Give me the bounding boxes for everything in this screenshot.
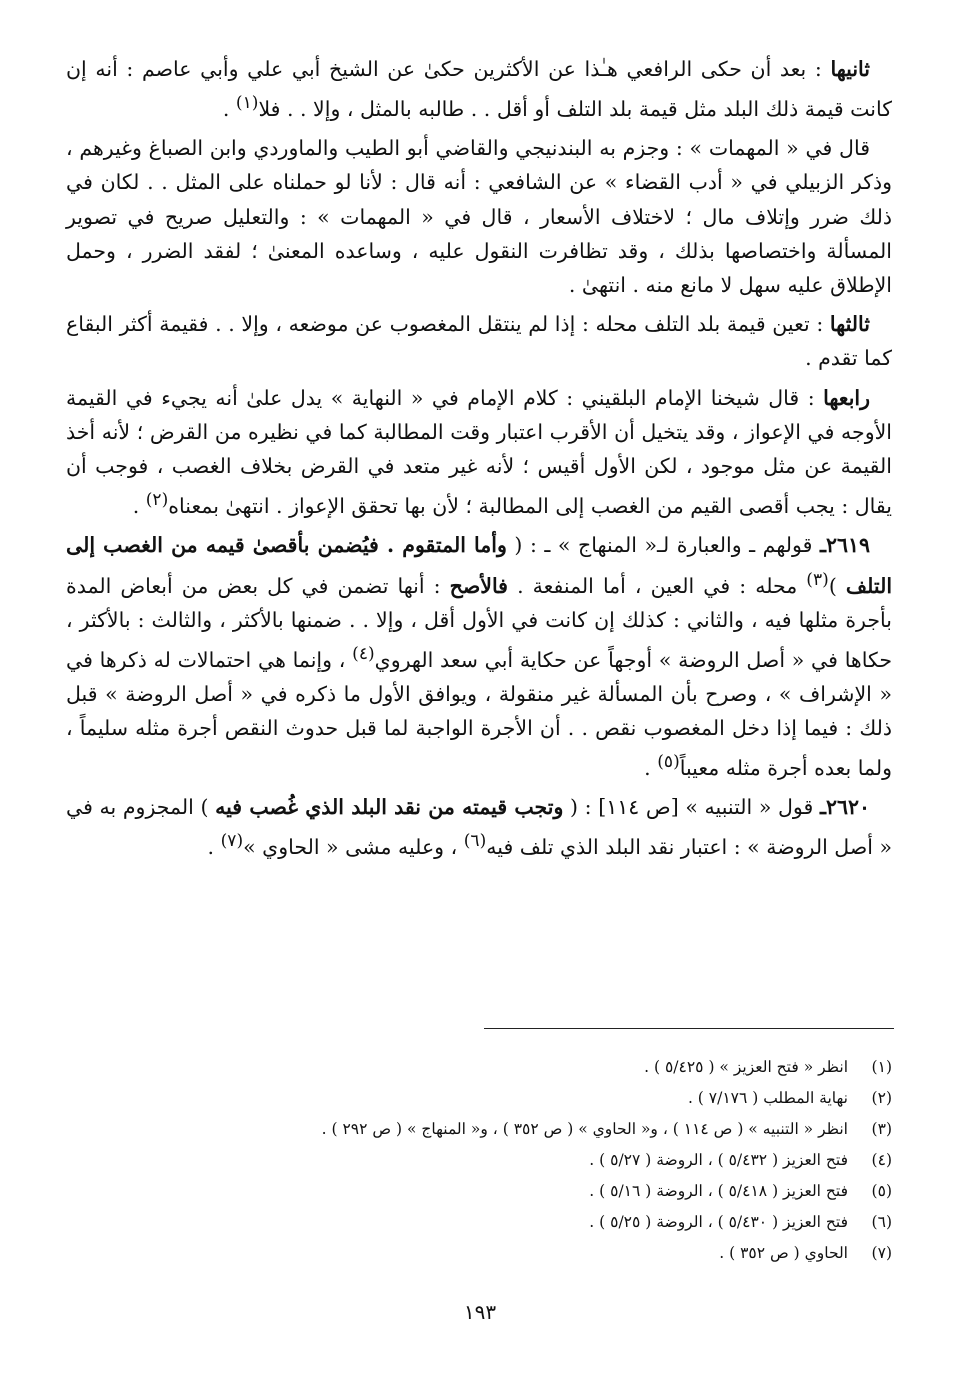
page-number: ١٩٣ [463, 1300, 497, 1324]
footnote-item [100, 1207, 892, 1238]
footnote-number: (٦) [871, 1213, 892, 1231]
issue-number: ٢٦٢٠ـ [819, 795, 871, 820]
footnote-number: (٧) [871, 1244, 892, 1262]
footnote-item [100, 1052, 892, 1083]
footnote-separator [484, 1028, 894, 1029]
footnote-ref: (٣) [806, 569, 829, 590]
bold-term: فالأصح [449, 573, 508, 598]
quoted-text: وأما المتقوم . فيُضمن بأقصىٰ قيمه من الغصب إلى التلف [66, 533, 893, 598]
footnote-ref: (٥) [657, 752, 680, 773]
footnote-ref: (٢) [145, 490, 169, 511]
footnote-text: فتح العزيز ( ٥/٤٣٠ ) ، الروضة ( ٥/٢٥ ) . [589, 1213, 848, 1231]
footnote-number: (٥) [871, 1182, 892, 1200]
footnote-text: انظر « فتح العزيز » ( ٥/٤٢٥ ) . [644, 1058, 848, 1076]
footnote-text: انظر « التنبيه » ( ص ١١٤ ) ، و« الحاوي » ( ص ٣٥٢ ) ، و« المنهاج » ( ص ٢٩٢ ) . [321, 1120, 848, 1138]
footnote-ref: (٦) [463, 831, 487, 852]
footnote-text: الحاوي ( ص ٣٥٢ ) . [719, 1244, 848, 1262]
main-text [66, 52, 892, 869]
footnote-number: (١) [871, 1058, 892, 1076]
paragraph-end: . [132, 494, 146, 519]
footnote-text: فتح العزيز ( ٥/٤١٨ ) ، الروضة ( ٥/١٦ ) . [589, 1182, 848, 1200]
footnote-text: نهاية المطلب ( ٧/١٧٦ ) . [687, 1089, 848, 1107]
issue-text: ، وعليه مشى « الحاوي » [243, 835, 464, 860]
paragraph-fourth-view [66, 381, 892, 524]
footnote-number: (٣) [871, 1120, 892, 1138]
footnote-ref: (١) [235, 93, 259, 114]
paragraph-label: ثانيها [830, 57, 870, 81]
footnote-item [100, 1083, 892, 1114]
paragraph-text: : بعد أن حكى الرافعي هـٰذا عن الأكثرين حكىٰ عن الشيخ أبي علي وأبي عاصم : أنه إن كانت قيمة ذلك البلد مثل قيمة بلد التلف أو أقل . . طالبه بالمثل ، وإلا . . فلا [66, 57, 892, 122]
paragraph-label: رابعها [823, 385, 870, 410]
paragraph-end: . [222, 97, 236, 122]
issue-2619 [66, 528, 892, 785]
paragraph-second-view [66, 52, 892, 126]
footnote-text: فتح العزيز ( ٥/٤٣٢ ) ، الروضة ( ٥/٢٧ ) . [589, 1151, 848, 1169]
footnote-item [100, 1145, 892, 1176]
issue-text: ) المجزوم به في « أصل الروضة » : اعتبار نقد البلد الذي تلف فيه [66, 795, 892, 860]
footnote-number: (٢) [871, 1089, 892, 1107]
issue-text: محله : في العين ، أما المنفعة . [508, 573, 807, 598]
issue-end: . [207, 835, 221, 860]
issue-text: : أنها تضمن في كل بعض من أبعاض المدة بأجرة مثلها فيه ، والثاني : كذلك إن كانت في الأول أقل ، وإلا . . ضمنها بالأكثر ، والثالث : بالأكثر ، حكاها في « أصل الروضة » أوجهاً عن حكاية أبي سعد الهروي [66, 573, 892, 672]
footnote-ref: (٧) [220, 831, 244, 852]
quoted-text: وتجب قيمته من نقد البلد الذي غُصب فيه [215, 795, 564, 820]
issue-text: قولهم ـ والعبارة لـ« المنهاج » ـ : ( [506, 533, 820, 558]
paragraph-muhimmat-quote: قال في « المهمات » : وجزم به البندنيجي والقاضي أبو الطيب والماوردي وابن الصباغ وغيرهم ، وذكر الزبيلي في « أدب القضاء » عن الشافعي : أنه قال : لأنا لو حملناه على المثل . . لكان في ذلك ضرر وإتلاف مال ؛ لاختلاف الأسعار ، قال في « المهمات » : والتعليل صريح في تصوير المسألة واختصاصها بذلك ، وقد تظافرت النقول عليه ، وساعده المعنىٰ ؛ لفقد الضرر ، وحمل الإطلاق عليه سهل لا مانع منه . انتهىٰ . [66, 136, 892, 298]
paragraph-third-view [66, 307, 892, 375]
paragraph-label: ثالثها [829, 312, 870, 337]
footnote-number: (٤) [871, 1151, 892, 1169]
footnote-item [100, 1114, 892, 1145]
issue-number: ٢٦١٩ـ [819, 533, 871, 558]
footnote-item [100, 1238, 892, 1269]
footnotes [100, 1052, 892, 1269]
issue-end: . [644, 756, 658, 780]
paragraph-text: : قال شيخنا الإمام البلقيني : كلام الإمام في « النهاية » يدل علىٰ أنه يجيء في القيمة الأوجه في الإعواز ، وقد يتخيل أن الأقرب اعتبار وقت المطالبة كما في نظيره من القرض ؛ لأنه أخذ القيمة عن مثل موجود ، لكن الأول أقيس ؛ لأنه غير متعد في القرض بخلاف الغصب ، فوجب أن يقال : يجب أقصى القيم من الغصب إلى المطالبة ؛ لأن بها تحقق الإعواز . انتهىٰ بمعناه [66, 385, 892, 519]
footnote-ref: (٤) [352, 643, 375, 664]
paragraph-text: : تعين قيمة بلد التلف محله : إذا لم ينتقل المغصوب عن موضعه ، وإلا . . فقيمة أكثر البقاع كما تقدم . [66, 312, 892, 371]
issue-2620 [66, 790, 892, 864]
issue-text: قول « التنبيه » [ص ١١٤] : ( [563, 795, 820, 820]
issue-text: ) [828, 573, 846, 598]
footnote-item [100, 1176, 892, 1207]
issue-text: ، وإنما هي احتمالات له ذكرها في « الإشراف » ، وصرح بأن المسألة غير منقولة ، ويوافق الأول ما ذكره في « أصل الروضة » قبل ذلك : فيما إذا دخل المغصوب نقص . . أن الأجرة الواجبة لما قبل حدوث النقص أجرة مثله سليماً ، ولما بعده أجرة مثله معيباً [66, 647, 892, 780]
